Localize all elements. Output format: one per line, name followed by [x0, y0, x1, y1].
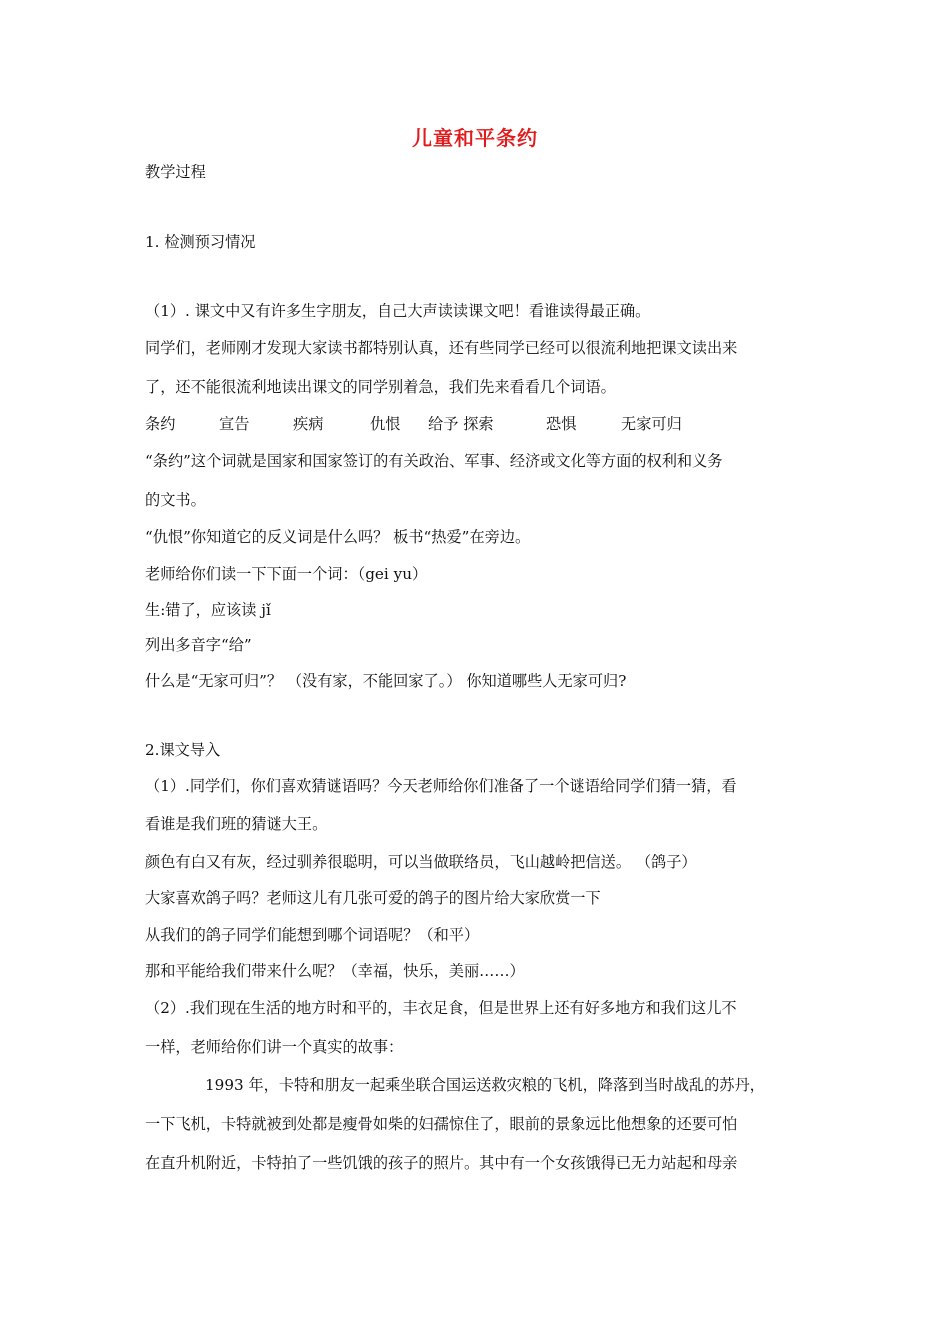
paragraph: 什么是“无家可归”？ （没有家，不能回家了。） 你知道哪些人无家可归? [145, 672, 627, 690]
section-heading: 教学过程 [145, 163, 206, 181]
vocab-word: 给予 探索 [428, 415, 494, 433]
paragraph: 大家喜欢鸽子吗？老师这儿有几张可爱的鸽子的图片给大家欣赏一下 [145, 889, 601, 907]
paragraph: “仇恨”你知道它的反义词是什么吗？ 板书“热爱”在旁边。 [145, 528, 531, 546]
paragraph: 了，还不能很流利地读出课文的同学别着急，我们先来看看几个词语。 [145, 378, 616, 396]
paragraph: 1993 年，卡特和朋友一起乘坐联合国运送救灾粮的飞机，降落到当时战乱的苏丹， [205, 1076, 765, 1094]
section1-title: 1. 检测预习情况 [145, 233, 256, 251]
paragraph: （2）.我们现在生活的地方时和平的，丰衣足食，但是世界上还有好多地方和我们这儿不 [145, 999, 737, 1017]
vocab-word: 无家可归 [621, 415, 682, 433]
paragraph: 一样，老师给你们讲一个真实的故事： [145, 1038, 404, 1056]
vocab-word: 仇恨 [370, 415, 401, 433]
paragraph: 从我们的鸽子同学们能想到哪个词语呢？（和平） [145, 926, 480, 944]
paragraph: 老师给你们读一下下面一个词：（gei yu） [145, 565, 428, 583]
paragraph: 一下飞机，卡特就被到处都是瘦骨如柴的妇孺惊住了，眼前的景象远比他想象的还要可怕 [145, 1115, 738, 1133]
paragraph: （1）.同学们，你们喜欢猜谜语吗？今天老师给你们准备了一个谜语给同学们猜一猜，看 [145, 777, 737, 795]
section2-title: 2.课文导入 [145, 741, 221, 759]
vocab-word: 条约 [145, 415, 176, 433]
paragraph: 同学们，老师刚才发现大家读书都特别认真，还有些同学已经可以很流利地把课文读出来 [145, 339, 738, 357]
vocab-word: 宣告 [219, 415, 250, 433]
paragraph: 的文书。 [145, 491, 206, 509]
paragraph: （1）. 课文中又有许多生字朋友，自己大声读读课文吧！看谁读得最正确。 [145, 302, 651, 320]
paragraph: 列出多音字“给” [145, 636, 252, 654]
paragraph: 在直升机附近，卡特拍了一些饥饿的孩子的照片。其中有一个女孩饿得已无力站起和母亲 [145, 1154, 738, 1172]
paragraph: 颜色有白又有灰，经过驯养很聪明，可以当做联络员，飞山越岭把信送。 （鸽子） [145, 853, 697, 871]
paragraph: 看谁是我们班的猜谜大王。 [145, 815, 328, 833]
paragraph: 那和平能给我们带来什么呢？（幸福，快乐，美丽……） [145, 962, 525, 980]
vocab-word: 恐惧 [546, 415, 577, 433]
paragraph: 生:错了，应该读 jǐ [145, 601, 271, 619]
document-title: 儿童和平条约 [412, 126, 538, 150]
vocab-word: 疾病 [293, 415, 324, 433]
paragraph: “条约”这个词就是国家和国家签订的有关政治、军事、经济或文化等方面的权利和义务 [145, 452, 723, 470]
